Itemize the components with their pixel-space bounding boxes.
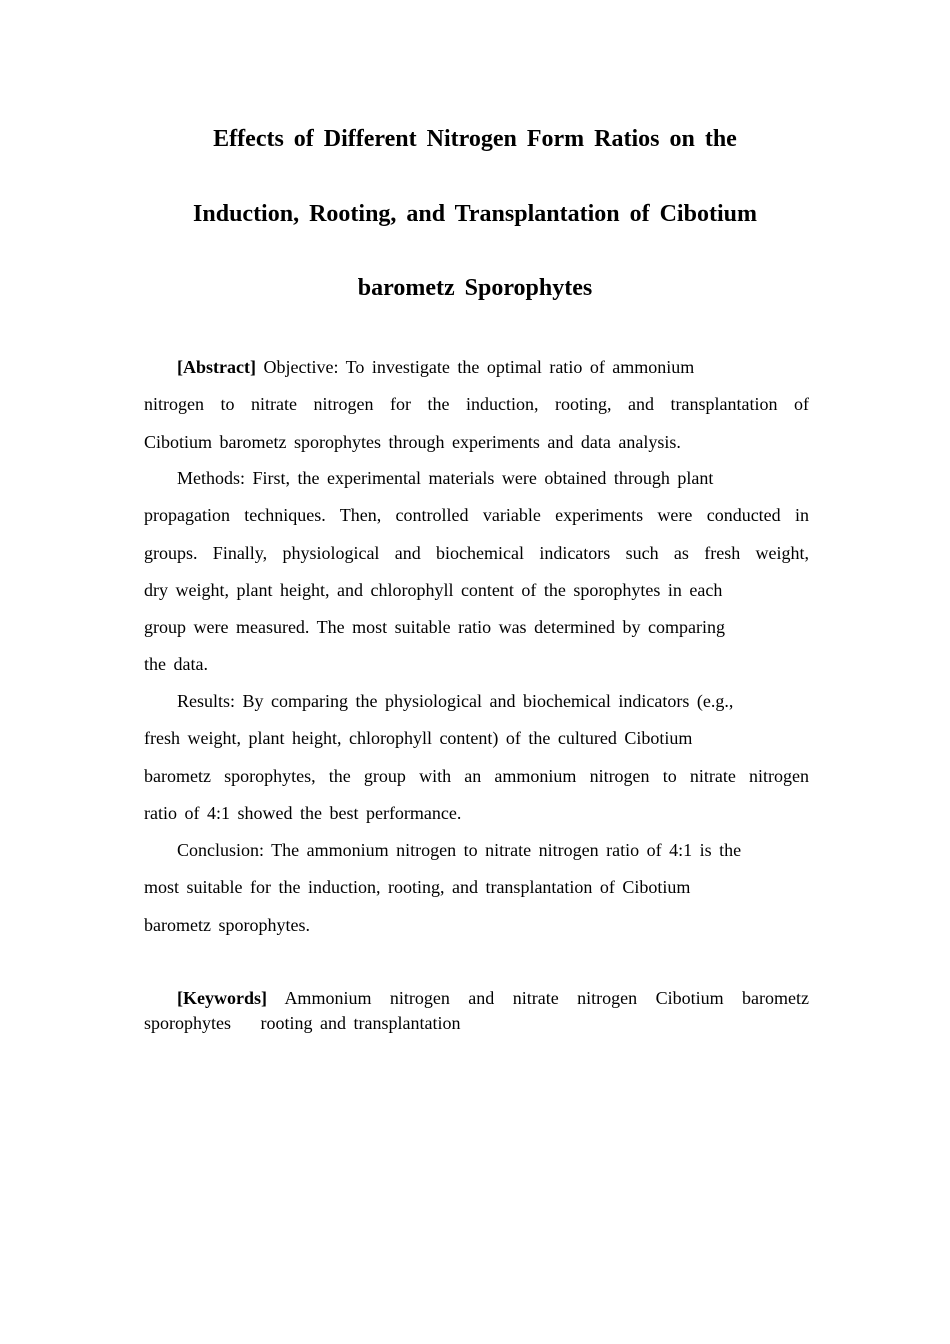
methods-line: Methods: First, the experimental materials were obtained through plant (177, 468, 714, 488)
methods-paragraph (144, 460, 809, 684)
paper-title-line-3: barometz Sporophytes (357, 275, 593, 301)
methods-line: group were measured. The most suitable ratio was determined by comparing (144, 617, 726, 638)
abstract-label: [Abstract] (177, 357, 256, 377)
results-line: fresh weight, plant height, chlorophyll content) of the cultured Cibotium (144, 728, 693, 749)
conclusion-line: Conclusion: The ammonium nitrogen to nitrate nitrogen ratio of 4:1 is the (177, 840, 742, 860)
results-line: barometz sporophytes, the group with an ammonium nitrogen to nitrate nitrogen (144, 765, 809, 786)
results-line: ratio of 4:1 showed the best performance. (144, 802, 462, 823)
objective-text: Objective: To investigate the optimal ratio of ammonium (263, 357, 695, 377)
keyword-3: rooting and transplantation (260, 1013, 461, 1033)
keyword-1: Ammonium nitrogen and nitrate nitrogen (284, 988, 638, 1008)
keyword-2-part-1: Cibotium barometz (655, 988, 809, 1008)
abstract-line: Cibotium barometz sporophytes through experiments and data analysis. (144, 431, 681, 452)
abstract-objective-paragraph (144, 349, 809, 461)
conclusion-line: barometz sporophytes. (144, 914, 310, 935)
keywords-section (144, 986, 809, 1036)
results-line: Results: By comparing the physiological and biochemical indicators (e.g., (177, 691, 734, 711)
methods-line: the data. (144, 654, 208, 675)
keywords-line-2 (144, 1011, 809, 1036)
keyword-2-part-2: sporophytes (144, 1013, 231, 1033)
results-paragraph (144, 683, 809, 832)
methods-line: propagation techniques. Then, controlled variable experiments were conducted in (144, 505, 809, 526)
paper-title-line-1: Effects of Different Nitrogen Form Ratios on the (213, 126, 737, 152)
conclusion-paragraph (144, 832, 809, 944)
methods-line: dry weight, plant height, and chlorophyll content of the sporophytes in each (144, 579, 723, 600)
conclusion-line: most suitable for the induction, rooting, and transplantation of Cibotium (144, 877, 691, 898)
abstract-line (144, 349, 809, 386)
keywords-line-1 (144, 986, 809, 1011)
methods-line: groups. Finally, physiological and biochemical indicators such as fresh weight, (144, 542, 809, 563)
keywords-label: [Keywords] (177, 988, 267, 1008)
abstract-line: nitrogen to nitrate nitrogen for the induction, rooting, and transplantation of (144, 394, 809, 415)
paper-title-line-2: Induction, Rooting, and Transplantation of Cibotium (193, 201, 757, 227)
